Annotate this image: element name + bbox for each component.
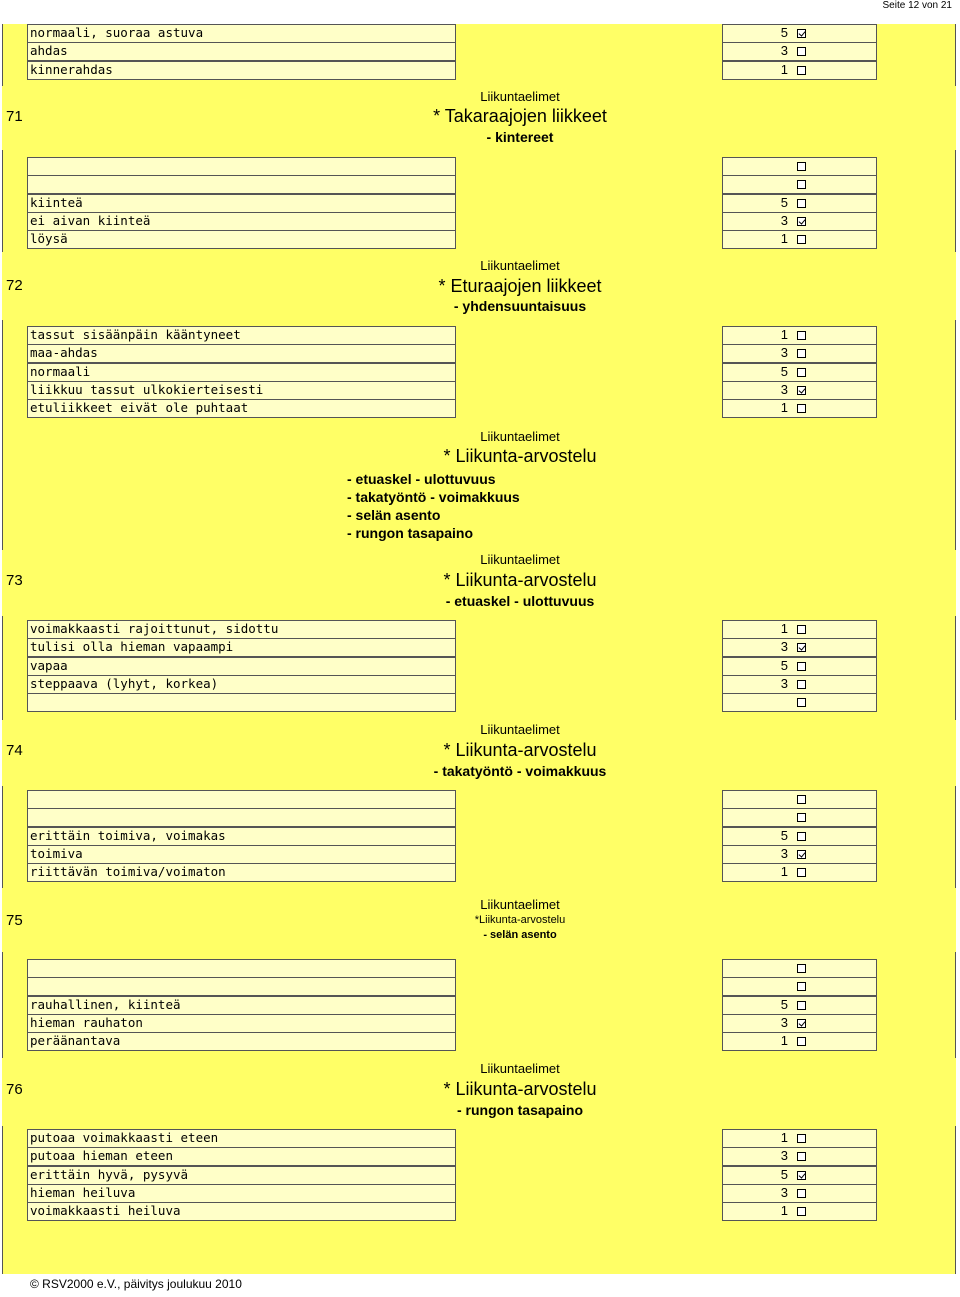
option-label: ahdas xyxy=(30,43,68,58)
footer-copyright: © RSV2000 e.V., päivitys joulukuu 2010 xyxy=(30,1277,242,1291)
checkbox[interactable] xyxy=(797,349,806,358)
option-score: 3 xyxy=(780,43,788,58)
q72-title: * Eturaajojen liikkeet xyxy=(438,276,602,296)
q76-kicker: Liikuntaelimet xyxy=(480,1061,560,1076)
q74-kicker: Liikuntaelimet xyxy=(480,722,560,737)
q71-option-field xyxy=(27,175,456,194)
option-score: 5 xyxy=(780,195,788,210)
section-item-3: - selän asento xyxy=(347,507,441,523)
option-label: löysä xyxy=(30,231,68,246)
option-score: 1 xyxy=(780,621,788,636)
option-score: 3 xyxy=(780,345,788,360)
checkbox[interactable] xyxy=(797,832,806,841)
q75-subtitle: - selän asento xyxy=(483,929,557,941)
option-label: tulisi olla hieman vapaampi xyxy=(30,639,234,654)
section-title: * Liikunta-arvostelu xyxy=(443,446,597,466)
q75-option-field xyxy=(27,959,456,978)
option-score: 3 xyxy=(780,1015,788,1030)
option-label: vapaa xyxy=(30,658,68,673)
checkbox[interactable] xyxy=(797,662,806,671)
q75-title: *Liikunta-arvostelu xyxy=(474,914,566,926)
q73-kicker: Liikuntaelimet xyxy=(480,552,560,567)
option-label: peräänantava xyxy=(30,1033,121,1048)
option-score: 1 xyxy=(780,400,788,415)
option-score: 5 xyxy=(780,364,788,379)
checkbox[interactable] xyxy=(797,1037,806,1046)
option-score: 1 xyxy=(780,327,788,342)
checkbox[interactable] xyxy=(797,1001,806,1010)
checkbox[interactable] xyxy=(797,368,806,377)
q75-option-field xyxy=(27,977,456,996)
option-label: tassut sisäänpäin kääntyneet xyxy=(30,327,241,342)
option-score: 1 xyxy=(780,864,788,879)
q74-subtitle: - takatyöntö - voimakkuus xyxy=(433,763,607,779)
option-label: rauhallinen, kiinteä xyxy=(30,997,181,1012)
q71-kicker: Liikuntaelimet xyxy=(480,89,560,104)
checkbox[interactable] xyxy=(797,698,806,707)
checked-checkbox[interactable] xyxy=(797,850,806,859)
checkbox[interactable] xyxy=(797,868,806,877)
checkbox[interactable] xyxy=(797,1152,806,1161)
option-score: 1 xyxy=(780,1130,788,1145)
checkbox[interactable] xyxy=(797,1189,806,1198)
option-score: 1 xyxy=(780,1033,788,1048)
checkbox[interactable] xyxy=(797,813,806,822)
option-label: voimakkaasti heiluva xyxy=(30,1203,181,1218)
option-label: putoaa voimakkaasti eteen xyxy=(30,1130,219,1145)
option-label: normaali xyxy=(30,364,91,379)
section-item-2: - takatyöntö - voimakkuus xyxy=(347,489,520,505)
checked-checkbox[interactable] xyxy=(797,1019,806,1028)
checkbox[interactable] xyxy=(797,964,806,973)
q76-subtitle: - rungon tasapaino xyxy=(457,1102,583,1118)
checkbox[interactable] xyxy=(797,1207,806,1216)
option-label: steppaava (lyhyt, korkea) xyxy=(30,676,219,691)
q73-number: 73 xyxy=(6,572,23,589)
option-label: toimiva xyxy=(30,846,83,861)
option-label: normaali, suoraa astuva xyxy=(30,25,204,40)
option-label: erittäin hyvä, pysyvä xyxy=(30,1167,189,1182)
checkbox[interactable] xyxy=(797,162,806,171)
option-label: maa-ahdas xyxy=(30,345,98,360)
option-score: 5 xyxy=(780,25,788,40)
option-score: 3 xyxy=(780,213,788,228)
q75-kicker: Liikuntaelimet xyxy=(480,897,560,912)
q74-option-field xyxy=(27,845,456,864)
option-score: 3 xyxy=(780,1185,788,1200)
checkbox[interactable] xyxy=(797,404,806,413)
option-score: 3 xyxy=(780,676,788,691)
option-label: voimakkaasti rajoittunut, sidottu xyxy=(30,621,279,636)
checkbox[interactable] xyxy=(797,625,806,634)
checked-checkbox[interactable] xyxy=(797,29,806,38)
checked-checkbox[interactable] xyxy=(797,1171,806,1180)
q71-title: * Takaraajojen liikkeet xyxy=(433,106,607,126)
checkbox[interactable] xyxy=(797,331,806,340)
checked-checkbox[interactable] xyxy=(797,217,806,226)
checkbox[interactable] xyxy=(797,680,806,689)
option-label: ei aivan kiinteä xyxy=(30,213,151,228)
q73-title: * Liikunta-arvostelu xyxy=(443,570,597,590)
q74-option-field xyxy=(27,808,456,827)
option-score: 5 xyxy=(780,658,788,673)
checkbox[interactable] xyxy=(797,235,806,244)
option-score: 3 xyxy=(780,639,788,654)
q74-option-field xyxy=(27,790,456,809)
option-label: hieman rauhaton xyxy=(30,1015,143,1030)
section-item-4: - rungon tasapaino xyxy=(347,525,473,541)
q74-title: * Liikunta-arvostelu xyxy=(443,740,597,760)
section-item-1: - etuaskel - ulottuvuus xyxy=(347,471,496,487)
q72-subtitle: - yhdensuuntaisuus xyxy=(453,298,587,314)
option-score: 5 xyxy=(780,1167,788,1182)
q71-subtitle: - kintereet xyxy=(486,129,554,145)
option-label: kinnerahdas xyxy=(30,62,113,77)
checkbox[interactable] xyxy=(797,1134,806,1143)
option-label: liikkuu tassut ulkokierteisesti xyxy=(30,382,264,397)
option-label: putoaa hieman eteen xyxy=(30,1148,173,1163)
q73-subtitle: - etuaskel - ulottuvuus xyxy=(445,593,595,609)
q71-option-field xyxy=(27,157,456,176)
checkbox[interactable] xyxy=(797,982,806,991)
option-score: 3 xyxy=(780,846,788,861)
checkbox[interactable] xyxy=(797,795,806,804)
option-label: riittävän toimiva/voimaton xyxy=(30,864,226,879)
q76-number: 76 xyxy=(6,1081,23,1098)
option-label: erittäin toimiva, voimakas xyxy=(30,828,226,843)
checked-checkbox[interactable] xyxy=(797,386,806,395)
checkbox[interactable] xyxy=(797,47,806,56)
q72-option-field xyxy=(27,363,456,382)
checkbox[interactable] xyxy=(797,66,806,75)
top_rows-option-field xyxy=(27,42,456,61)
checkbox[interactable] xyxy=(797,180,806,189)
q76-title: * Liikunta-arvostelu xyxy=(443,1079,597,1099)
q71-option-field xyxy=(27,230,456,249)
option-label: etuliikkeet eivät ole puhtaat xyxy=(30,400,249,415)
checked-checkbox[interactable] xyxy=(797,643,806,652)
option-score: 1 xyxy=(780,231,788,246)
page-number: Seite 12 von 21 xyxy=(882,0,952,11)
section-kicker: Liikuntaelimet xyxy=(480,429,560,444)
checkbox[interactable] xyxy=(797,199,806,208)
option-score: 3 xyxy=(780,1148,788,1163)
option-score: 1 xyxy=(780,62,788,77)
option-label: hieman heiluva xyxy=(30,1185,136,1200)
option-score: 1 xyxy=(780,1203,788,1218)
q73-option-field xyxy=(27,693,456,712)
q72-number: 72 xyxy=(6,277,23,294)
q75-number: 75 xyxy=(6,912,23,929)
q71-option-field xyxy=(27,194,456,213)
q72-kicker: Liikuntaelimet xyxy=(480,258,560,273)
option-score: 5 xyxy=(780,997,788,1012)
q74-number: 74 xyxy=(6,742,23,759)
q71-number: 71 xyxy=(6,108,23,125)
option-score: 5 xyxy=(780,828,788,843)
q73-option-field xyxy=(27,657,456,676)
option-label: kiinteä xyxy=(30,195,83,210)
option-score: 3 xyxy=(780,382,788,397)
